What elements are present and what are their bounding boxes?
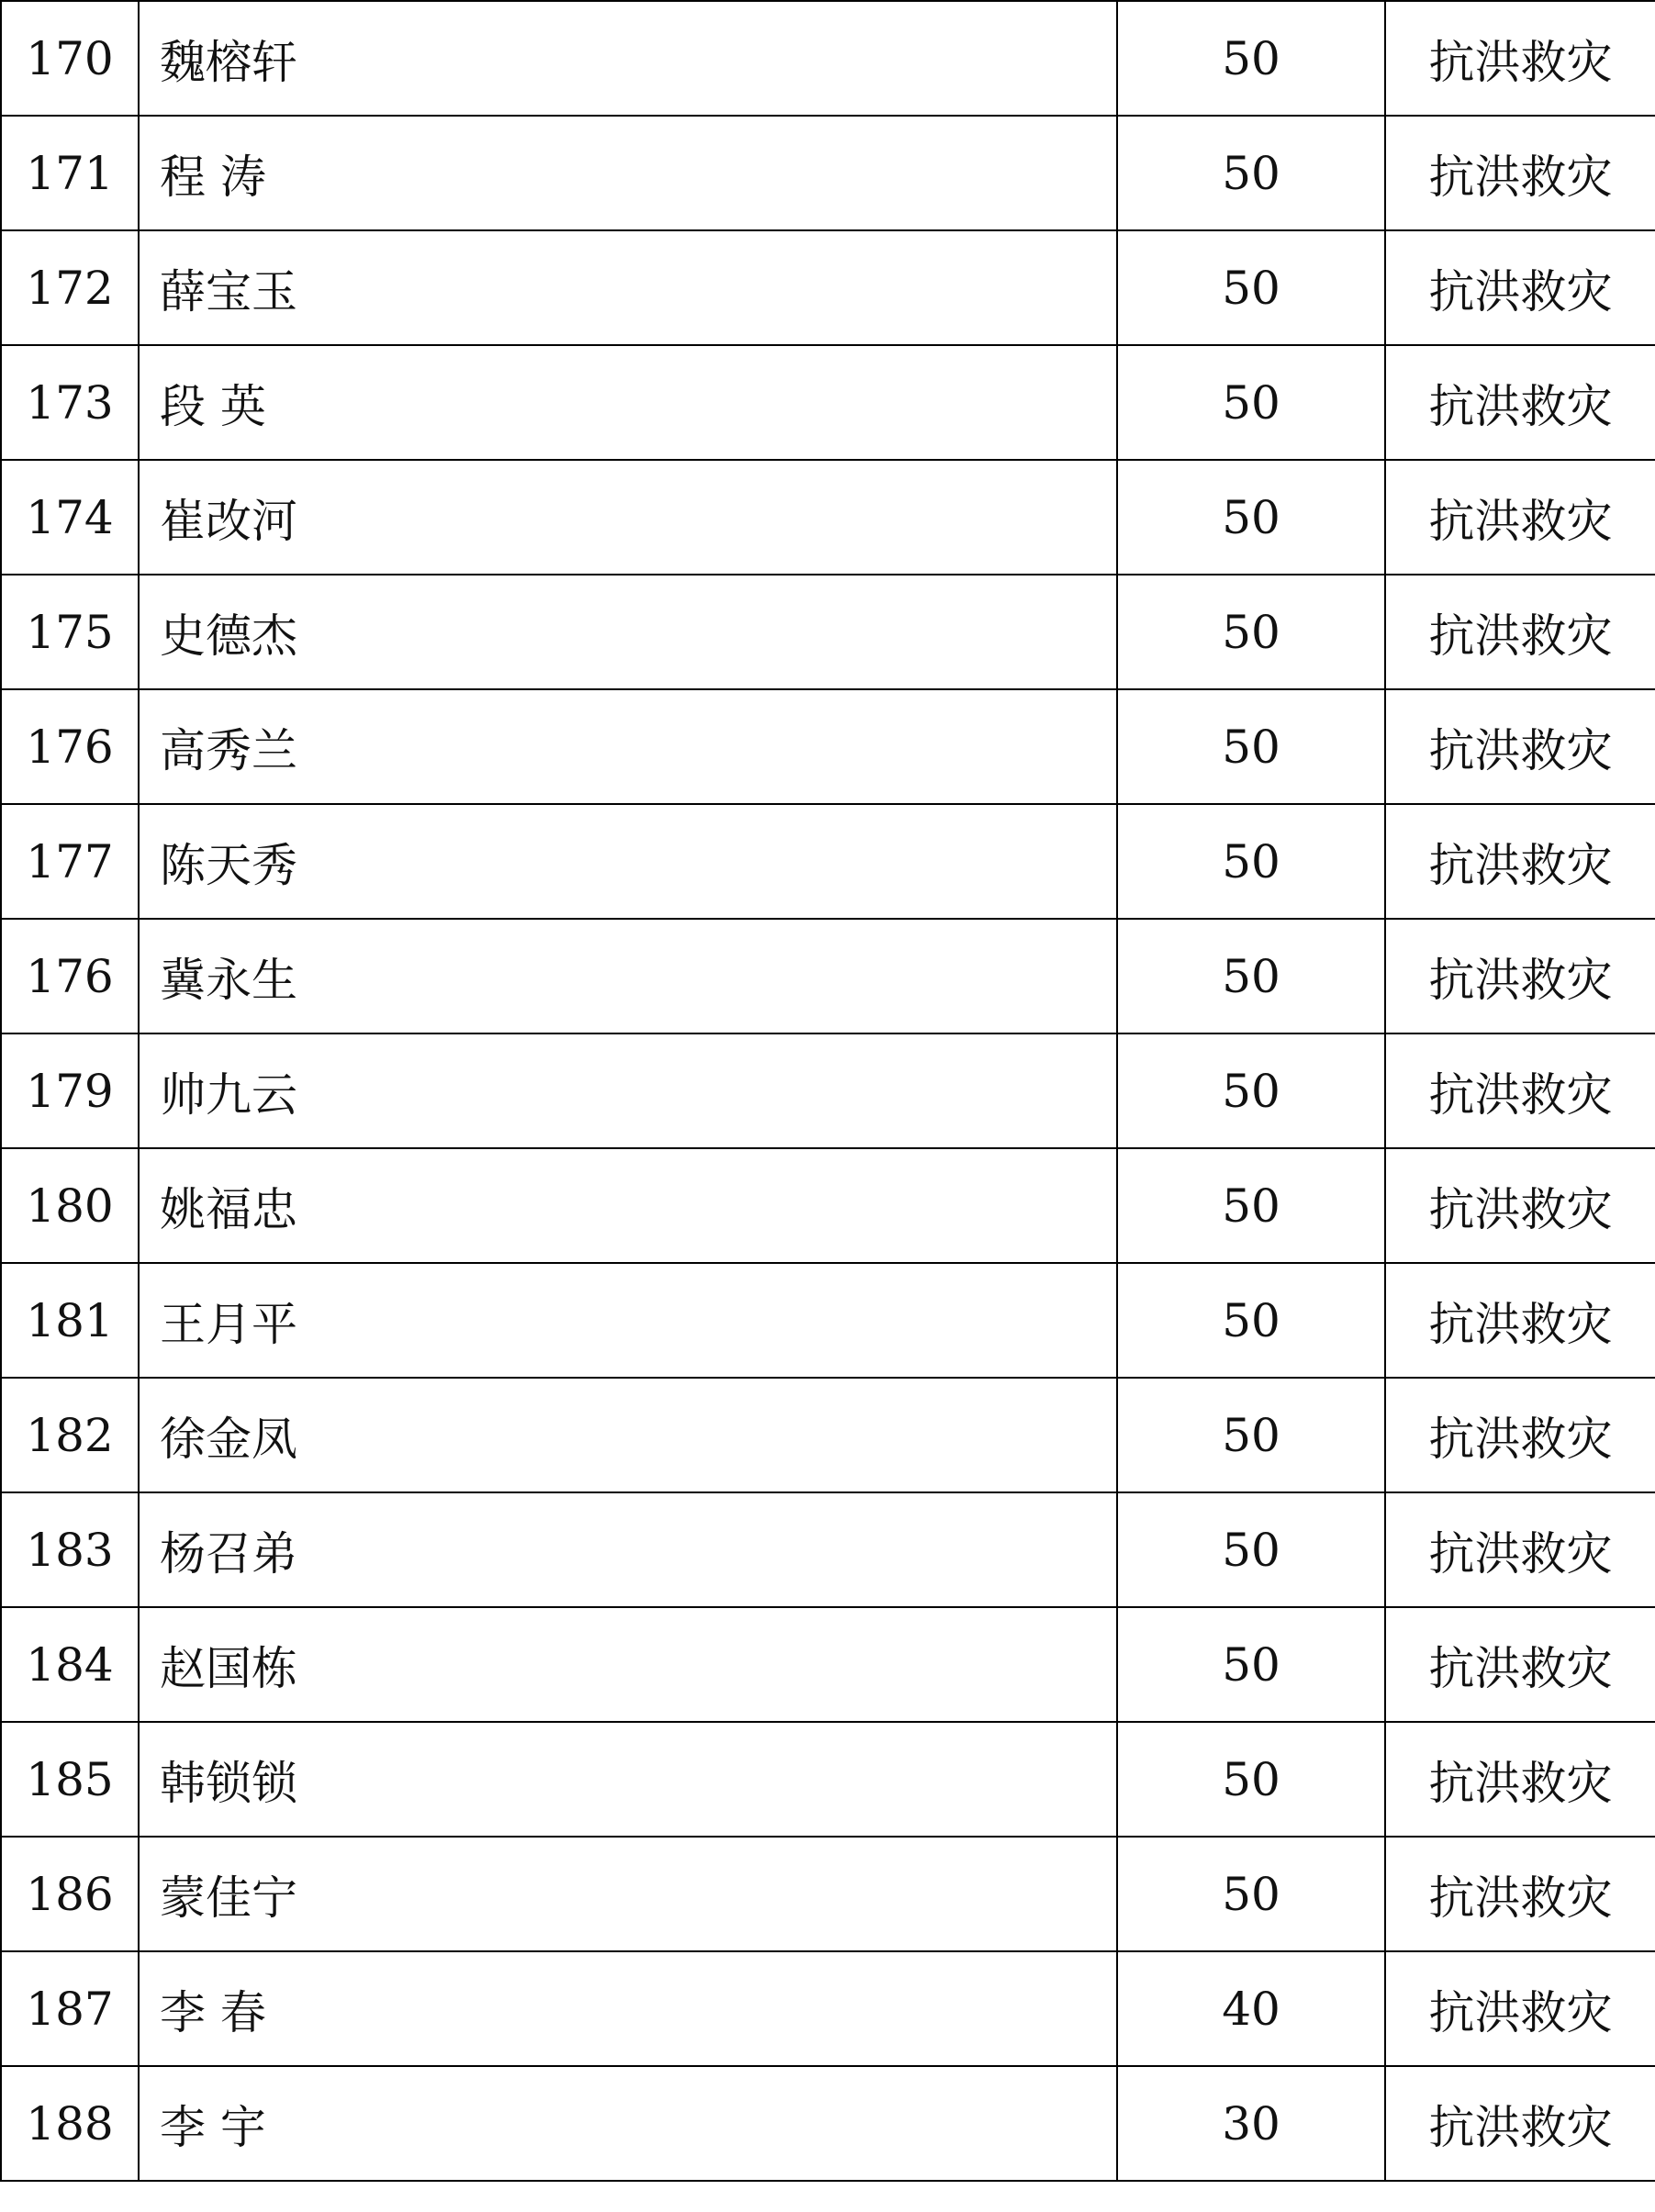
- row-number-cell: 181: [1, 1263, 139, 1378]
- row-number-cell: 187: [1, 1951, 139, 2066]
- donor-name-cell: 蒙佳宁: [139, 1837, 1117, 1951]
- donation-amount-cell: 50: [1117, 1607, 1385, 1722]
- donation-purpose-cell: 抗洪救灾: [1385, 1837, 1655, 1951]
- donation-amount-cell: 50: [1117, 1033, 1385, 1148]
- row-number-cell: 172: [1, 230, 139, 345]
- donation-amount-cell: 50: [1117, 1378, 1385, 1492]
- donor-name-cell: 程 涛: [139, 116, 1117, 230]
- row-number-cell: 173: [1, 345, 139, 460]
- donor-name-cell: 韩锁锁: [139, 1722, 1117, 1837]
- row-number-cell: 170: [1, 1, 139, 116]
- donor-name-cell: 姚福忠: [139, 1148, 1117, 1263]
- table-row: [1, 1033, 1655, 1148]
- table-row: [1, 345, 1655, 460]
- table-row: [1, 1263, 1655, 1378]
- donor-name-cell: 杨召弟: [139, 1492, 1117, 1607]
- table-row: [1, 1837, 1655, 1951]
- donor-name-cell: 冀永生: [139, 919, 1117, 1033]
- donation-amount-cell: 50: [1117, 804, 1385, 919]
- donor-name-cell: 王月平: [139, 1263, 1117, 1378]
- donation-amount-cell: 50: [1117, 230, 1385, 345]
- table-row: [1, 804, 1655, 919]
- donation-purpose-cell: 抗洪救灾: [1385, 460, 1655, 575]
- table-row: [1, 1, 1655, 116]
- table-row: [1, 116, 1655, 230]
- table-row: [1, 1148, 1655, 1263]
- row-number-cell: 188: [1, 2066, 139, 2181]
- table-row: [1, 1607, 1655, 1722]
- donor-name-cell: 史德杰: [139, 575, 1117, 689]
- donation-amount-cell: 50: [1117, 1837, 1385, 1951]
- donor-name-cell: 帅九云: [139, 1033, 1117, 1148]
- donation-amount-cell: 50: [1117, 1, 1385, 116]
- donor-name-cell: 段 英: [139, 345, 1117, 460]
- donation-table-body: [1, 1, 1655, 2181]
- donation-purpose-cell: 抗洪救灾: [1385, 2066, 1655, 2181]
- donation-amount-cell: 50: [1117, 1263, 1385, 1378]
- donation-amount-cell: 50: [1117, 689, 1385, 804]
- donation-purpose-cell: 抗洪救灾: [1385, 1951, 1655, 2066]
- donation-purpose-cell: 抗洪救灾: [1385, 689, 1655, 804]
- donation-amount-cell: 30: [1117, 2066, 1385, 2181]
- row-number-cell: 185: [1, 1722, 139, 1837]
- donor-name-cell: 薛宝玉: [139, 230, 1117, 345]
- donor-name-cell: 魏榕轩: [139, 1, 1117, 116]
- donation-purpose-cell: 抗洪救灾: [1385, 1607, 1655, 1722]
- donation-amount-cell: 50: [1117, 1492, 1385, 1607]
- table-row: [1, 1951, 1655, 2066]
- table-row: [1, 460, 1655, 575]
- donation-amount-cell: 50: [1117, 116, 1385, 230]
- donation-purpose-cell: 抗洪救灾: [1385, 919, 1655, 1033]
- row-number-cell: 182: [1, 1378, 139, 1492]
- table-row: [1, 1378, 1655, 1492]
- row-number-cell: 176: [1, 919, 139, 1033]
- donor-name-cell: 崔改河: [139, 460, 1117, 575]
- donor-name-cell: 李 宇: [139, 2066, 1117, 2181]
- donation-purpose-cell: 抗洪救灾: [1385, 1148, 1655, 1263]
- row-number-cell: 176: [1, 689, 139, 804]
- row-number-cell: 184: [1, 1607, 139, 1722]
- donation-purpose-cell: 抗洪救灾: [1385, 1, 1655, 116]
- row-number-cell: 177: [1, 804, 139, 919]
- row-number-cell: 180: [1, 1148, 139, 1263]
- donation-purpose-cell: 抗洪救灾: [1385, 1722, 1655, 1837]
- donation-purpose-cell: 抗洪救灾: [1385, 116, 1655, 230]
- table-row: [1, 230, 1655, 345]
- row-number-cell: 186: [1, 1837, 139, 1951]
- donation-purpose-cell: 抗洪救灾: [1385, 575, 1655, 689]
- donor-name-cell: 陈天秀: [139, 804, 1117, 919]
- table-row: [1, 2066, 1655, 2181]
- table-row: [1, 919, 1655, 1033]
- donation-purpose-cell: 抗洪救灾: [1385, 1492, 1655, 1607]
- row-number-cell: 179: [1, 1033, 139, 1148]
- donor-name-cell: 赵国栋: [139, 1607, 1117, 1722]
- donor-name-cell: 李 春: [139, 1951, 1117, 2066]
- row-number-cell: 175: [1, 575, 139, 689]
- donation-amount-cell: 50: [1117, 460, 1385, 575]
- row-number-cell: 183: [1, 1492, 139, 1607]
- donation-amount-cell: 50: [1117, 1722, 1385, 1837]
- donation-purpose-cell: 抗洪救灾: [1385, 230, 1655, 345]
- table-row: [1, 1722, 1655, 1837]
- table-row: [1, 1492, 1655, 1607]
- donation-purpose-cell: 抗洪救灾: [1385, 1033, 1655, 1148]
- row-number-cell: 174: [1, 460, 139, 575]
- donation-purpose-cell: 抗洪救灾: [1385, 1263, 1655, 1378]
- donation-purpose-cell: 抗洪救灾: [1385, 1378, 1655, 1492]
- donation-amount-cell: 50: [1117, 575, 1385, 689]
- row-number-cell: 171: [1, 116, 139, 230]
- donation-purpose-cell: 抗洪救灾: [1385, 804, 1655, 919]
- donation-purpose-cell: 抗洪救灾: [1385, 345, 1655, 460]
- donor-name-cell: 徐金凤: [139, 1378, 1117, 1492]
- table-row: [1, 689, 1655, 804]
- donation-amount-cell: 50: [1117, 919, 1385, 1033]
- donation-amount-cell: 50: [1117, 1148, 1385, 1263]
- donor-name-cell: 高秀兰: [139, 689, 1117, 804]
- donation-amount-cell: 50: [1117, 345, 1385, 460]
- donation-amount-cell: 40: [1117, 1951, 1385, 2066]
- table-row: [1, 575, 1655, 689]
